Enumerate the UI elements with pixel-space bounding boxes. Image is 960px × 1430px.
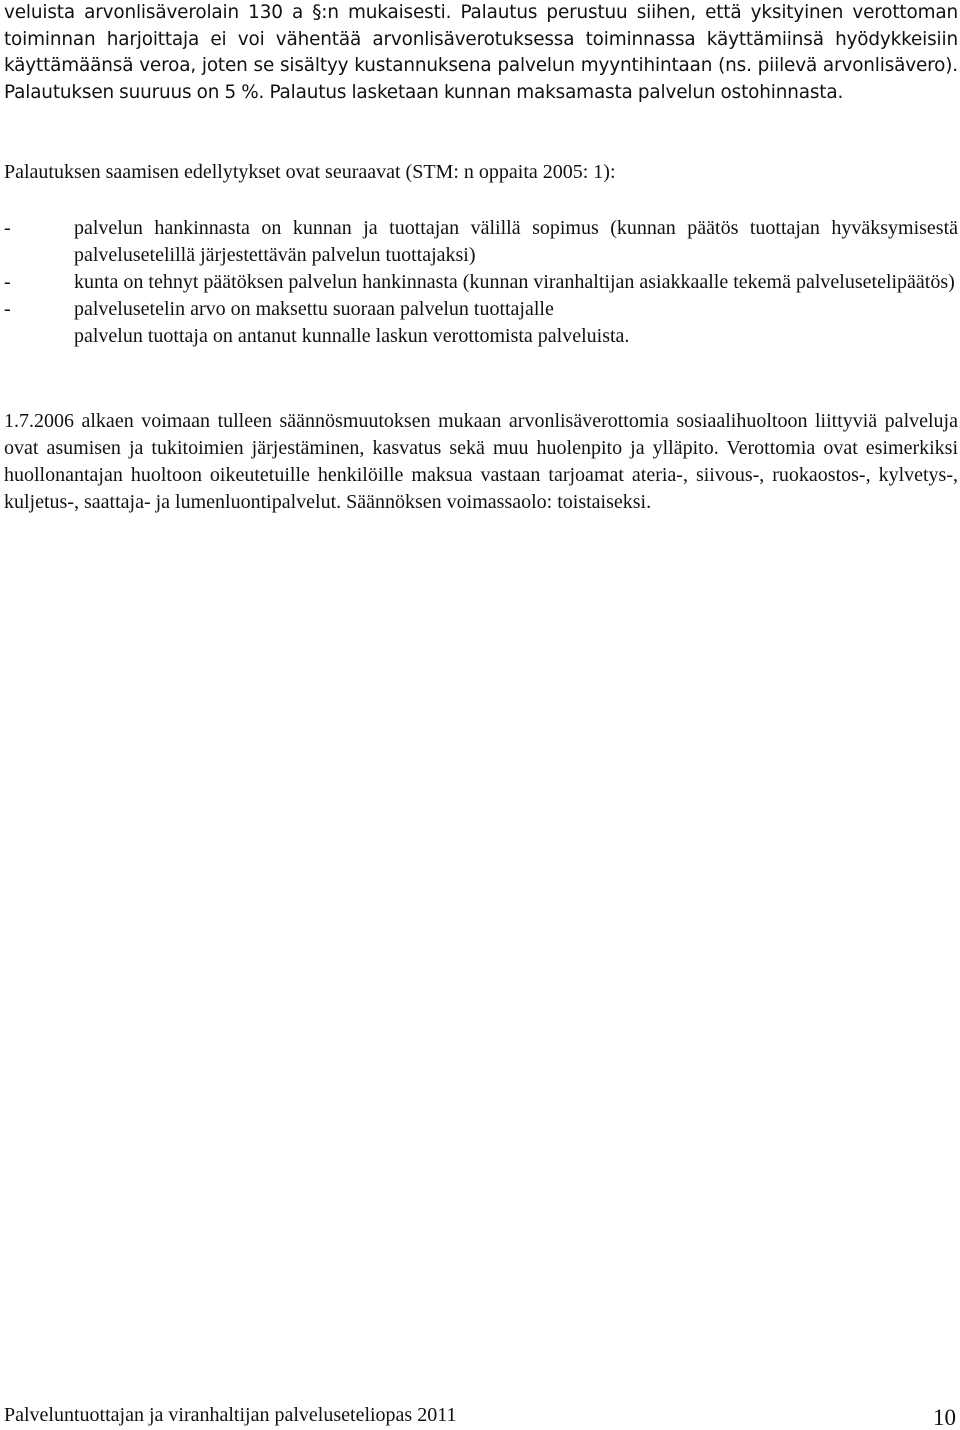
- list-item-text: palvelun hankinnasta on kunnan ja tuottajan välillä sopimus (kunnan päätös tuottajan hyväksymisestä palvelusetelillä järjestettävän palvelun tuottajaksi): [74, 217, 958, 266]
- paragraph-tax-exempt-services: 1.7.2006 alkaen voimaan tulleen säännösmuutoksen mukaan arvonlisäverottomia sosiaalihuoltoon liittyviä palveluja ovat asumisen ja tukitoimien järjestäminen, kasvatus sekä muu huolenpito ja ylläpito. Verottomia ovat esimerkiksi huollonantajan huoltoon oikeutetuille henkilöille maksua vastaan tarjoamat ateria-, siivous-, ruokaostos-, kylvetys-, kuljetus-, saattaja- ja lumenluontipalvelut. Säännöksen voimassaolo: toistaiseksi.: [4, 410, 958, 513]
- paragraph-conditions-intro: Palautuksen saamisen edellytykset ovat seuraavat (STM: n oppaita 2005: 1):: [4, 161, 616, 183]
- list-item-text: palvelusetelin arvo on maksettu suoraan palvelun tuottajalle: [74, 298, 554, 320]
- list-item-text: palvelun tuottaja on antanut kunnalle laskun verottomista palveluista.: [74, 325, 630, 347]
- list-item: [4, 296, 958, 323]
- list-dash: -: [4, 217, 11, 239]
- list-item-text: kunta on tehnyt päätöksen palvelun hankinnasta (kunnan viranhaltijan asiakkaalle tekemä palvelusetelipäätös): [74, 271, 955, 293]
- page-number: 10: [933, 1405, 956, 1430]
- paragraph-vat-refund: veluista arvonlisäverolain 130 a §:n mukaisesti. Palautus perustuu siihen, että yksityinen verottoman toiminnan harjoittaja ei voi vähentää arvonlisäverotuksessa toiminnassa käyttämiinsä hyödykkeisiin käyttämäänsä veroa, joten se sisältyy kustannuksena palvelun myyntihintaan (ns. piilevä arvonlisävero). Palautuksen suuruus on 5 %. Palautus lasketaan kunnan maksamasta palvelun ostohinnasta.: [4, 2, 958, 103]
- footer-title: Palveluntuottajan ja viranhaltijan palveluseteliopas 2011: [4, 1404, 457, 1426]
- list-item: [4, 269, 958, 296]
- list-item: [4, 323, 958, 350]
- conditions-list: [4, 215, 958, 350]
- list-dash: -: [4, 298, 11, 320]
- list-dash: -: [4, 271, 11, 293]
- list-item: [4, 215, 958, 269]
